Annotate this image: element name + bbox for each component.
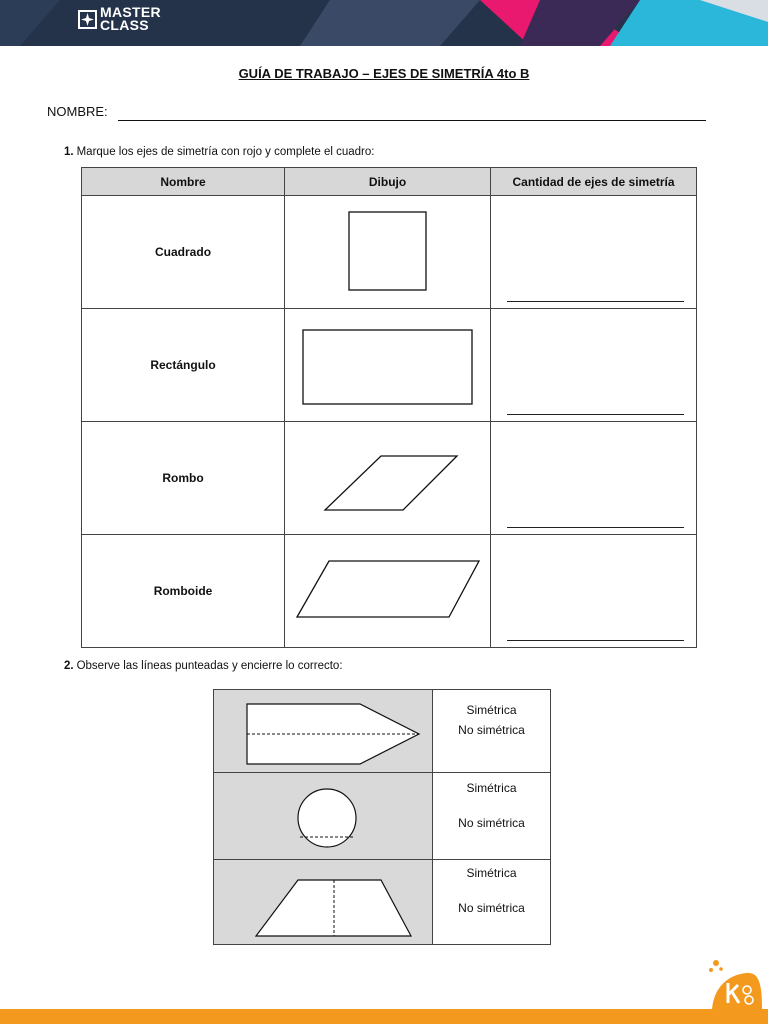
drawing-rhomboid	[285, 535, 491, 648]
header-dibujo: Dibujo	[285, 168, 491, 196]
symmetry-table	[81, 167, 697, 648]
answer-line[interactable]	[507, 640, 684, 641]
table-row	[82, 309, 697, 422]
options-cell	[433, 690, 551, 773]
shape-name-rombo: Rombo	[82, 422, 285, 535]
drawing-rectangle	[285, 309, 491, 422]
header-banner	[0, 0, 768, 46]
question-2: 2. Observe las líneas punteadas y encierre lo correcto:	[64, 660, 343, 672]
shape-name-rectangulo: Rectángulo	[82, 309, 285, 422]
option-no-simetrica[interactable]: No simétrica	[458, 723, 525, 737]
option-simetrica[interactable]: Simétrica	[466, 866, 517, 880]
name-label: NOMBRE:	[47, 104, 108, 119]
figure-pencil-arrow	[214, 690, 433, 773]
option-simetrica[interactable]: Simétrica	[466, 703, 517, 717]
symmetry-check-table	[213, 689, 551, 945]
logo-line1: MASTER	[100, 4, 161, 20]
figure-trapezoid	[214, 860, 433, 945]
table-row	[214, 773, 551, 860]
options-cell	[433, 860, 551, 945]
shape-name-romboide: Romboide	[82, 535, 285, 648]
answer-cell[interactable]	[491, 535, 697, 648]
kdoce-logo-icon	[706, 957, 762, 1009]
answer-cell[interactable]	[491, 309, 697, 422]
option-no-simetrica[interactable]: No simétrica	[458, 901, 525, 915]
footer-bar	[0, 1009, 768, 1024]
option-no-simetrica[interactable]: No simétrica	[458, 816, 525, 830]
answer-line[interactable]	[507, 527, 684, 528]
answer-cell[interactable]	[491, 196, 697, 309]
question-1: 1. Marque los ejes de simetría con rojo y complete el cuadro:	[64, 146, 375, 158]
logo-line2: CLASS	[100, 17, 149, 33]
logo-star-icon	[78, 10, 97, 29]
page-title: GUÍA DE TRABAJO – EJES DE SIMETRÍA 4to B	[238, 66, 530, 81]
table-row	[82, 196, 697, 309]
header-nombre: Nombre	[82, 168, 285, 196]
header-cantidad: Cantidad de ejes de simetría	[491, 168, 697, 196]
name-field-line[interactable]	[118, 120, 706, 121]
answer-line[interactable]	[507, 414, 684, 415]
answer-line[interactable]	[507, 301, 684, 302]
option-simetrica[interactable]: Simétrica	[466, 781, 517, 795]
table-row	[82, 535, 697, 648]
masterclass-logo	[78, 6, 161, 32]
figure-circle	[214, 773, 433, 860]
options-cell	[433, 773, 551, 860]
table-row	[214, 860, 551, 945]
drawing-rhombus	[285, 422, 491, 535]
shape-name-cuadrado: Cuadrado	[82, 196, 285, 309]
answer-cell[interactable]	[491, 422, 697, 535]
drawing-square	[285, 196, 491, 309]
table-row	[82, 422, 697, 535]
table-row	[214, 690, 551, 773]
